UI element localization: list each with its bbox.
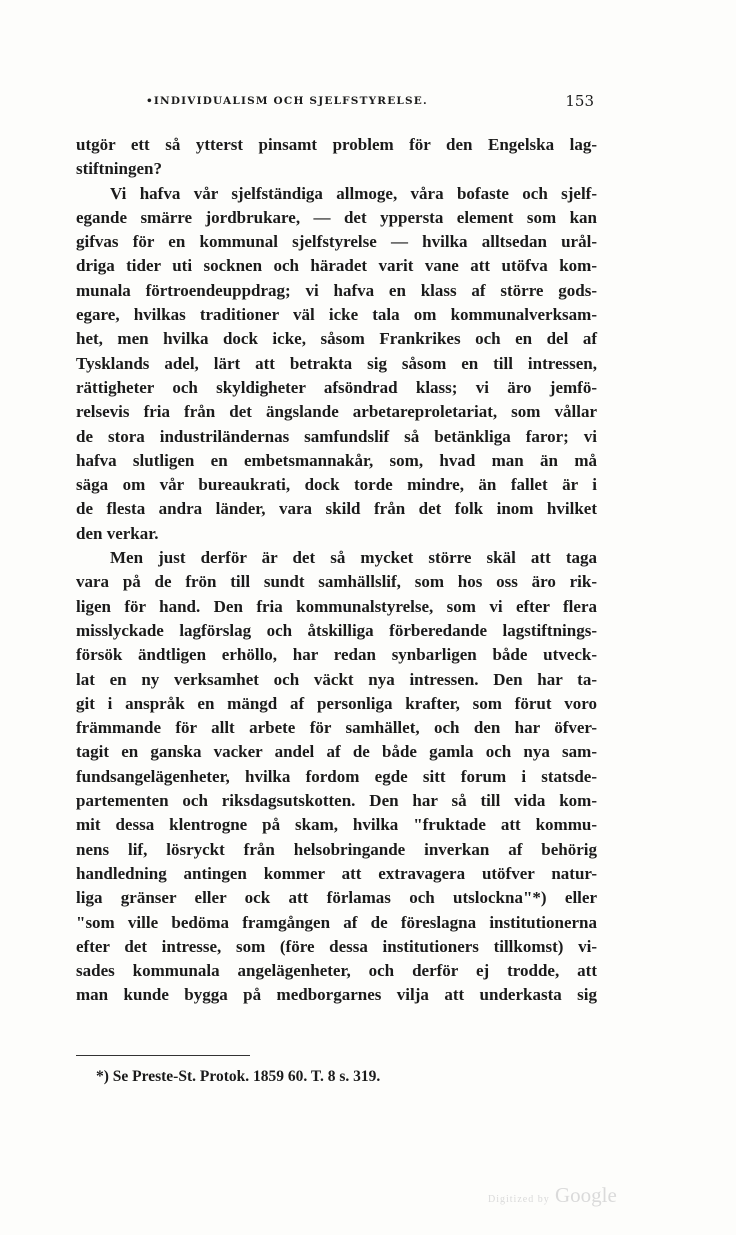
text-line: vara på de frön till sundt samhällslif, som hos oss äro rik- [76, 572, 597, 592]
text-line: partementen och riksdagsutskotten. Den har så till vida kom- [76, 791, 597, 811]
text-line: het, men hvilka dock icke, såsom Frankrikes och en del af [76, 329, 597, 349]
text-line: de flesta andra länder, vara skild från det folk inom hvilket [76, 499, 597, 519]
body-text [76, 133, 597, 1008]
text-line: lat en ny verksamhet och väckt nya intressen. Den har ta- [76, 669, 597, 689]
text-line: säga om vår bureaukrati, dock torde mindre, än fallet är i [76, 475, 597, 495]
text-line: tagit en ganska vacker andel af de både gamla och nya sam- [76, 742, 597, 762]
text-line: misslyckade lagförslag och åtskilliga förberedande lagstiftnings- [76, 620, 597, 640]
text-line: försök ändtligen erhöllo, har redan synbarligen både utveck- [76, 645, 597, 665]
page-number: 153 [565, 92, 594, 110]
text-line: de stora industriländernas samfundslif så betänkliga faror; vi [76, 426, 597, 446]
text-line: mit dessa klentrogne på skam, hvilka "fruktade att kommu- [76, 815, 597, 835]
text-line: ligen för hand. Den fria kommunalstyrelse, som vi efter flera [76, 596, 597, 616]
text-line: fundsangelägenheter, hvilka fordom egde sitt forum i statsde- [76, 766, 597, 786]
text-line: utgör ett så ytterst pinsamt problem för den Engelska lag- [76, 135, 597, 154]
footnote-divider [76, 1055, 250, 1056]
text-line: Tysklands adel, lärt att betrakta sig såsom en till intressen, [76, 353, 597, 373]
text-line: "som ville bedöma framgången af de föreslagna institutionerna [76, 912, 597, 932]
text-line: man kunde bygga på medborgarnes vilja att underkasta sig [76, 985, 597, 1005]
text-line: efter det intresse, som (före dessa institutioners tillkomst) vi- [76, 936, 597, 956]
text-line: stiftningen? [76, 159, 162, 179]
text-line: sades kommunala angelägenheter, och derför ej trodde, att [76, 961, 597, 981]
text-line: den verkar. [76, 523, 159, 543]
text-line: främmande för allt arbete för samhället, och den har öfver- [76, 718, 597, 738]
text-line: Men just derför är det så mycket större skäl att taga [110, 548, 597, 568]
text-line: egare, hvilkas traditioner väl icke tala om kommunalverksam- [76, 305, 597, 325]
text-line: relsevis fria från det ängslande arbetareproletariat, som vållar [76, 402, 597, 422]
text-line: munala förtroendeuppdrag; vi hafva en klass af större gods- [76, 280, 597, 300]
digitized-watermark [488, 1183, 617, 1208]
watermark-brand: Google [554, 1183, 617, 1207]
text-line: gifvas för en kommunal sjelfstyrelse — hvilka alltsedan urål- [76, 232, 597, 252]
text-line: nens lif, lösryckt från helsobringande inverkan af behörig [76, 839, 597, 859]
text-line: git i anspråk en mängd af personliga krafter, som förut voro [76, 693, 597, 713]
watermark-prefix: Digitized by [488, 1194, 550, 1205]
footnote: *) Se Preste-St. Protok. 1859 60. T. 8 s. 319. [96, 1068, 381, 1085]
text-line: handledning antingen kommer att extravagera utöfver natur- [76, 863, 597, 883]
running-head: •INDIVIDUALISM OCH SJELFSTYRELSE. [146, 95, 428, 107]
text-line: rättigheter och skyldigheter afsöndrad klass; vi äro jemfö- [76, 377, 597, 397]
text-line: hafva slutligen en embetsmannakår, som, hvad man än må [76, 450, 597, 470]
text-line: egande smärre jordbrukare, — det yppersta element som kan [76, 207, 597, 227]
text-line: Vi hafva vår sjelfständiga allmoge, våra bofaste och sjelf- [110, 183, 597, 203]
page-header [146, 92, 594, 115]
text-line: driga tider uti socknen och häradet varit vane att utöfva kom- [76, 256, 597, 276]
text-line: liga gränser eller ock att förlamas och utslockna"*) eller [76, 888, 597, 908]
